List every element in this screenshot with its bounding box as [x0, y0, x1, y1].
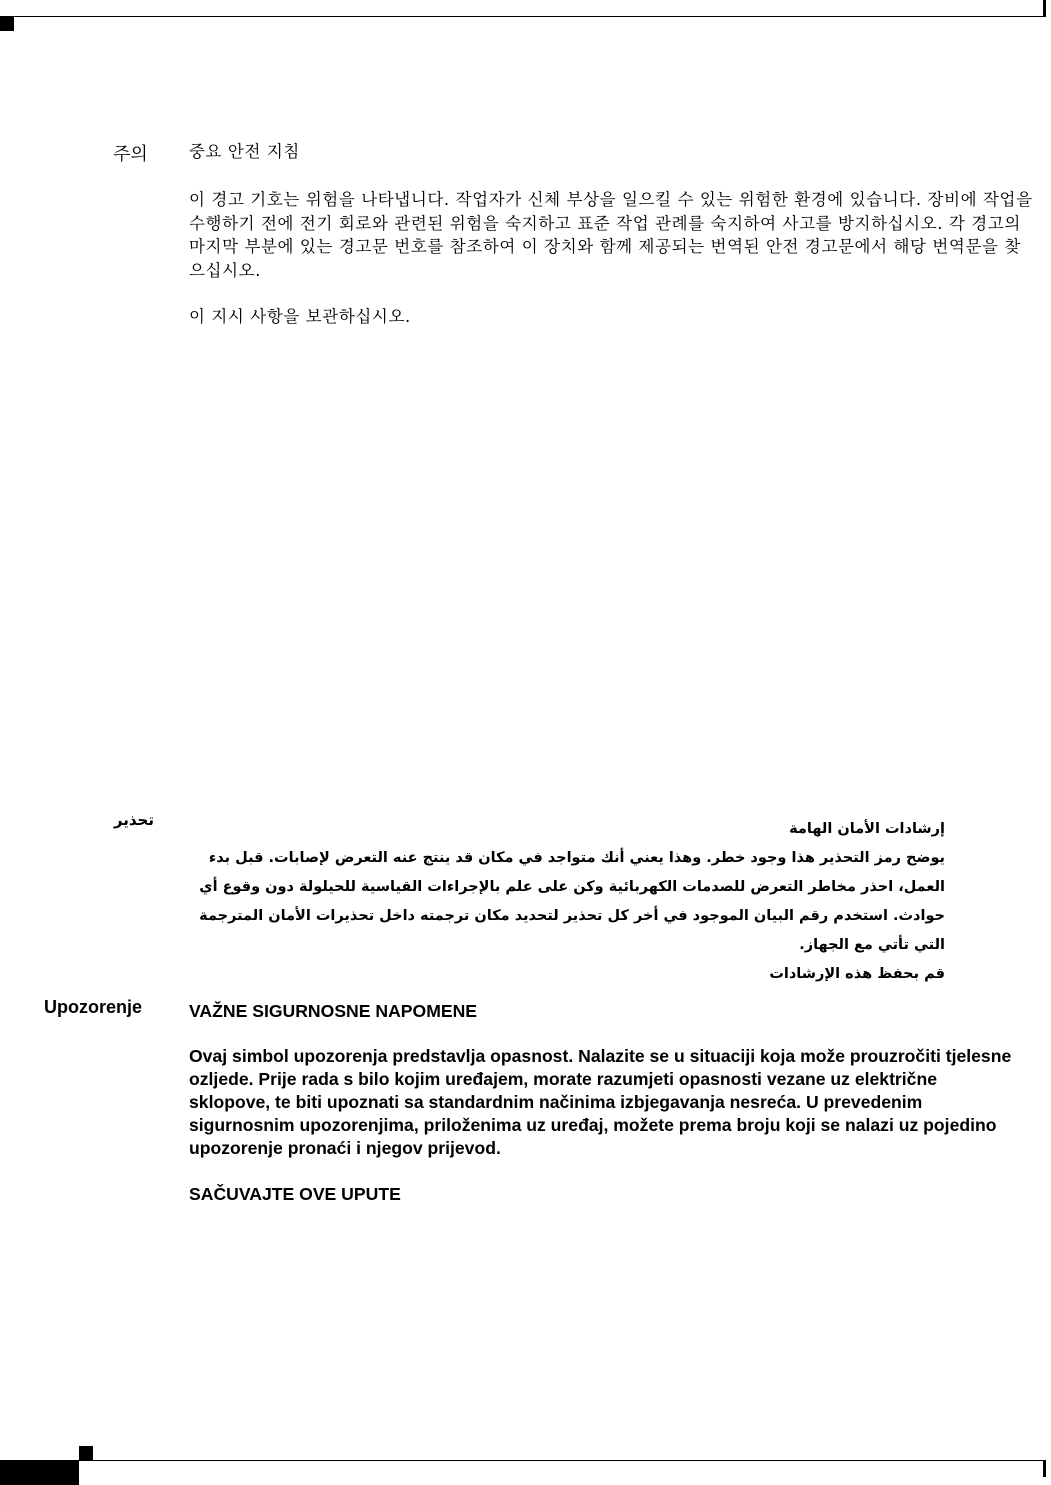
top-rule: [0, 16, 1045, 17]
warning-body-korean: 이 경고 기호는 위험을 나타냅니다. 작업자가 신체 부상을 일으킬 수 있는 위험한 환경에 있습니다. 장비에 작업을 수행하기 전에 전기 회로와 관련된 위험을 숙지하고 표준 작업 관례를 숙지하여 사고를 방지하십시오. 각 경고의 마지막 부분에 있는 경고문 번호를 참조하여 이 장치와 함께 제공되는 번역된 안전 경고문에서 해당 번역문을 찾으십시오.: [189, 190, 1033, 280]
warning-label-croatian: Upozorenje: [44, 997, 143, 1017]
warning-label-korean: 주의: [113, 144, 148, 165]
bottom-right-tick: [1043, 1460, 1046, 1477]
warning-content-korean: [189, 140, 1034, 329]
top-right-tick: [1043, 0, 1046, 17]
warning-content-arabic: [189, 815, 945, 989]
warning-body-arabic: يوضح رمز التحذير هذا وجود خطر. وهذا يعني أنك متواجد في مكان قد ينتج عنه التعرض لإصابات. قبل بدء العمل، احذر مخاطر التعرض للصدمات الكهربائية وكن على علم بالإجراءات القياسية للحيلولة دون وقوع أي حوادث. استخدم رقم البيان الموجود في أخر كل تحذير لتحديد مكان ترجمته داخل تحذيرات الأمان المترجمة التي تأتي مع الجهاز.: [199, 850, 945, 953]
warning-keep-korean: 이 지시 사항을 보관하십시오.: [189, 307, 411, 326]
bottom-rule: [0, 1460, 1045, 1461]
warning-label-arabic: تحذير: [113, 811, 154, 829]
warning-title-arabic: إرشادات الأمان الهامة: [789, 821, 945, 837]
bottom-left-tab: [0, 1461, 79, 1485]
warning-body-croatian: Ovaj simbol upozorenja predstavlja opasnost. Nalazite se u situaciji koja može prouzročiti tjelesne ozljede. Prije rada s bilo kojim uređajem, morate razumjeti opasnosti vezane uz električne sklopove, te biti upoznati sa standardnim načinima izbjegavanja nesreća. U prevedenim sigurnosnim upozorenjima, priloženima uz uređaj, možete prema broju koji se nalazi uz pojedino upozorenje pronaći i njegov prijevod.: [189, 1046, 1012, 1158]
warning-content-croatian: [189, 999, 1019, 1206]
warning-keep-croatian: SAČUVAJTE OVE UPUTE: [189, 1184, 401, 1204]
top-left-marker: [0, 17, 14, 31]
warning-title-korean: 중요 안전 지침: [189, 142, 300, 161]
warning-title-croatian: VAŽNE SIGURNOSNE NAPOMENE: [189, 1001, 478, 1021]
warning-keep-arabic: قم بحفظ هذه الإرشادات: [769, 966, 945, 982]
bottom-small-marker: [79, 1446, 93, 1460]
